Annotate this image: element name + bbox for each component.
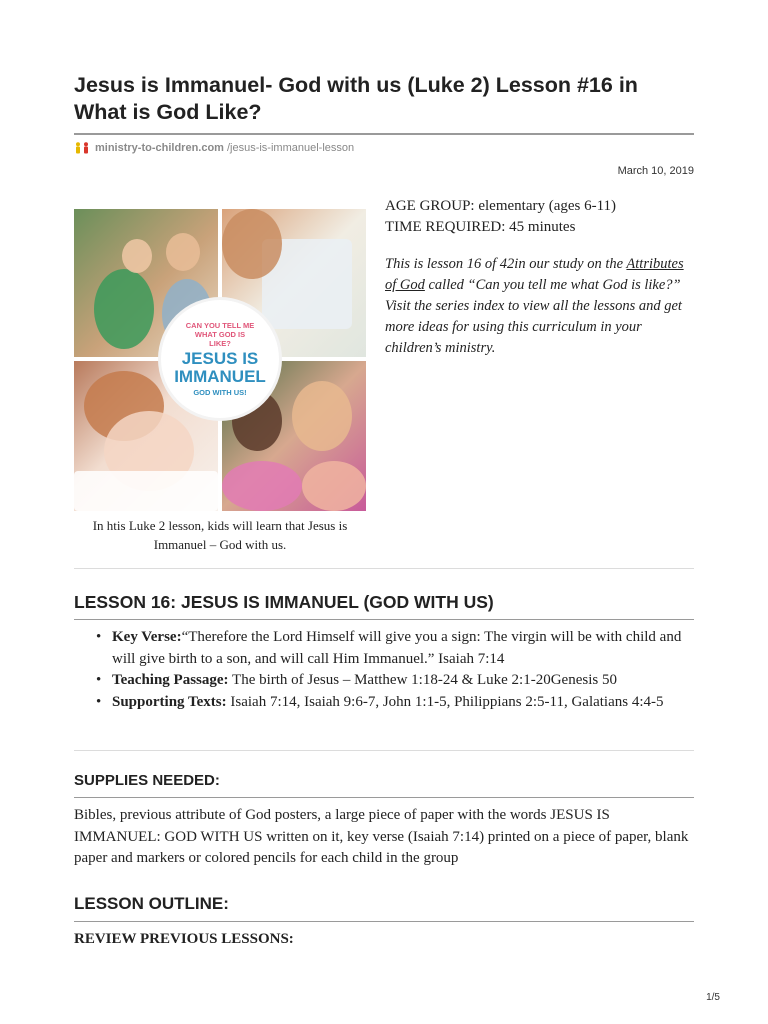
intro-text-before: This is lesson 16 of 42in our study on the (385, 256, 627, 272)
badge-title-line1: JESUS IS (181, 349, 259, 368)
section-divider (74, 568, 694, 569)
attributes-of-god-link[interactable]: Attributes of God (385, 256, 684, 293)
key-verse-text: “Therefore the Lord Himself will give you a sign: The virgin will be with child and will give birth to a son, and will call Him Immanuel.” Isaiah 7:14 (112, 629, 682, 667)
time-required: TIME REQUIRED: 45 minutes (385, 219, 576, 235)
page-title: Jesus is Immanuel- God with us (Luke 2) Lesson #16 in What is God Like? (74, 73, 638, 124)
source-path[interactable]: /jesus-is-immanuel-lesson (226, 142, 355, 154)
badge-subtitle: GOD WITH US! (193, 388, 247, 397)
lesson-hero-image (74, 209, 366, 511)
teaching-passage-text: The birth of Jesus – Matthew 1:18-24 & Luke 2:1-20Genesis 50 (228, 672, 617, 688)
title-divider (74, 133, 694, 135)
people-logo-icon (74, 142, 92, 154)
key-verse-label: Key Verse: (112, 629, 182, 645)
intro-text-after: called “Can you tell me what God is like?” Visit the series index to view all the lessons and get more ideas for using this curriculum in your children’s ministry. (385, 277, 682, 356)
lesson-heading-rule (74, 619, 694, 620)
teaching-passage-item (112, 670, 694, 692)
lesson-points (74, 627, 694, 713)
image-caption: In htis Luke 2 lesson, kids will learn that Jesus is Immanuel – God with us. (92, 518, 348, 552)
series-badge (161, 300, 279, 418)
lesson-heading: LESSON 16: JESUS IS IMMANUEL (GOD WITH US) (74, 592, 494, 612)
outline-heading-rule (74, 921, 694, 922)
lesson-meta (385, 196, 695, 238)
badge-question: CAN YOU TELL ME WHAT GOD IS LIKE? (185, 321, 255, 348)
outline-heading: LESSON OUTLINE: (74, 894, 229, 913)
age-group: AGE GROUP: elementary (ages 6-11) (385, 198, 617, 214)
source-link[interactable] (74, 141, 354, 155)
badge-title-line2: IMMANUEL (174, 367, 266, 386)
supporting-texts-item (112, 692, 694, 714)
publish-date: March 10, 2019 (617, 165, 694, 177)
section-divider (74, 750, 694, 751)
supplies-heading-rule (74, 797, 694, 798)
supplies-heading: SUPPLIES NEEDED: (74, 772, 220, 789)
supporting-texts-label: Supporting Texts: (112, 693, 227, 710)
source-domain[interactable]: ministry-to-children.com (95, 142, 224, 154)
supporting-texts-text: Isaiah 7:14, Isaiah 9:6-7, John 1:1-5, Philippians 2:5-11, Galatians 4:4-5 (226, 693, 664, 710)
page-number: 1/5 (706, 992, 720, 1003)
teaching-passage-label: Teaching Passage: (112, 672, 229, 688)
lesson-intro (385, 254, 695, 359)
review-subheading: REVIEW PREVIOUS LESSONS: (74, 931, 294, 947)
supplies-text: Bibles, previous attribute of God posters, a large piece of paper with the words JESUS IS IMMANUEL: GOD WITH US written on it, key verse (Isaiah 7:14) printed on a piece of paper, blank paper and markers or colored pencils for each child in the group (74, 807, 689, 866)
key-verse-item (112, 627, 694, 670)
